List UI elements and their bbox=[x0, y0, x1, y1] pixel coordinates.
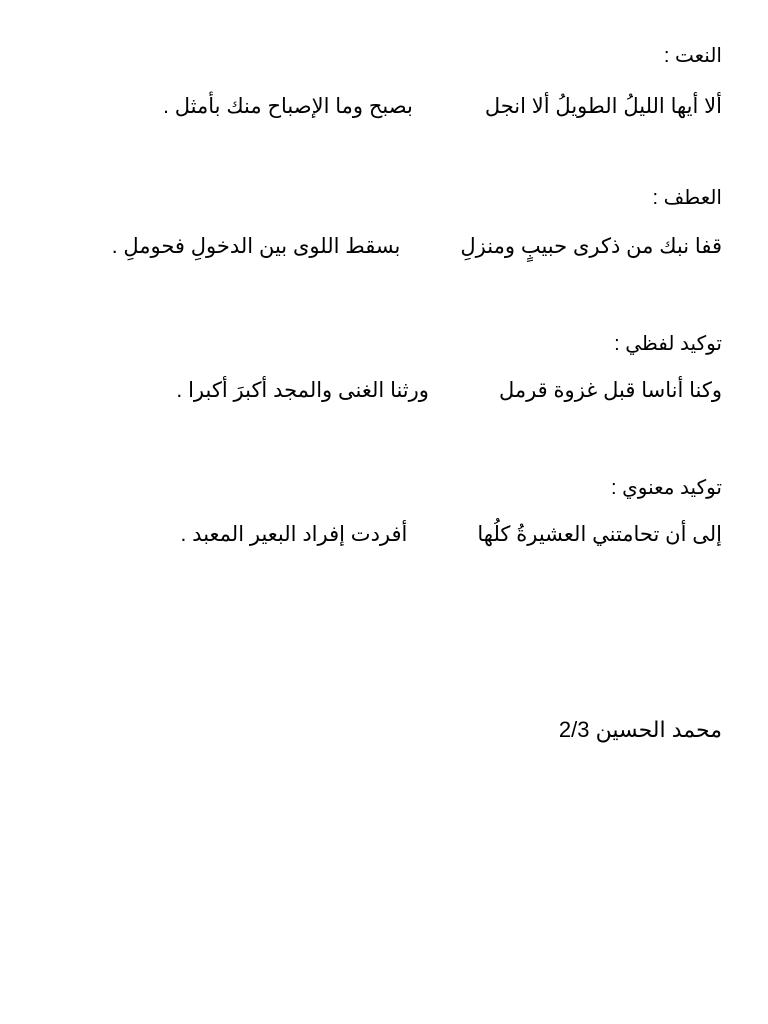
verse-first-hemistich: ألا أيها الليلُ الطويلُ ألا انجل bbox=[484, 95, 722, 118]
verse-second-hemistich: بصبح وما الإصباح منك بأمثل . bbox=[163, 95, 413, 118]
verse-first-hemistich: وكنا أناسا قبل غزوة قرمل bbox=[498, 379, 722, 402]
section-heading-naat: النعت : bbox=[663, 45, 722, 67]
verse-first-hemistich: إلى أن تحامتني العشيرةُ كلُها bbox=[477, 523, 722, 546]
author-signature: محمد الحسين 2/3 bbox=[558, 717, 722, 742]
verse-second-hemistich: بسقط اللوى بين الدخولِ فحوملِ . bbox=[111, 235, 401, 258]
verse-first-hemistich: قفا نبك من ذكرى حبيبٍ ومنزلِ bbox=[460, 235, 722, 258]
section-heading-tawkid-manawi: توكيد معنوي : bbox=[610, 477, 722, 499]
verse-line-tawkid-lafzi bbox=[176, 378, 722, 404]
verse-second-hemistich: ورثنا الغنى والمجد أكبرَ أكبرا . bbox=[176, 379, 429, 402]
verse-second-hemistich: أفردت إفراد البعير المعبد . bbox=[180, 523, 408, 546]
section-heading-tawkid-lafzi: توكيد لفظي : bbox=[614, 333, 722, 355]
verse-line-naat bbox=[163, 94, 722, 120]
verse-line-tawkid-manawi bbox=[181, 522, 723, 548]
section-heading-atf: العطف : bbox=[652, 187, 722, 209]
verse-line-atf bbox=[112, 234, 722, 260]
